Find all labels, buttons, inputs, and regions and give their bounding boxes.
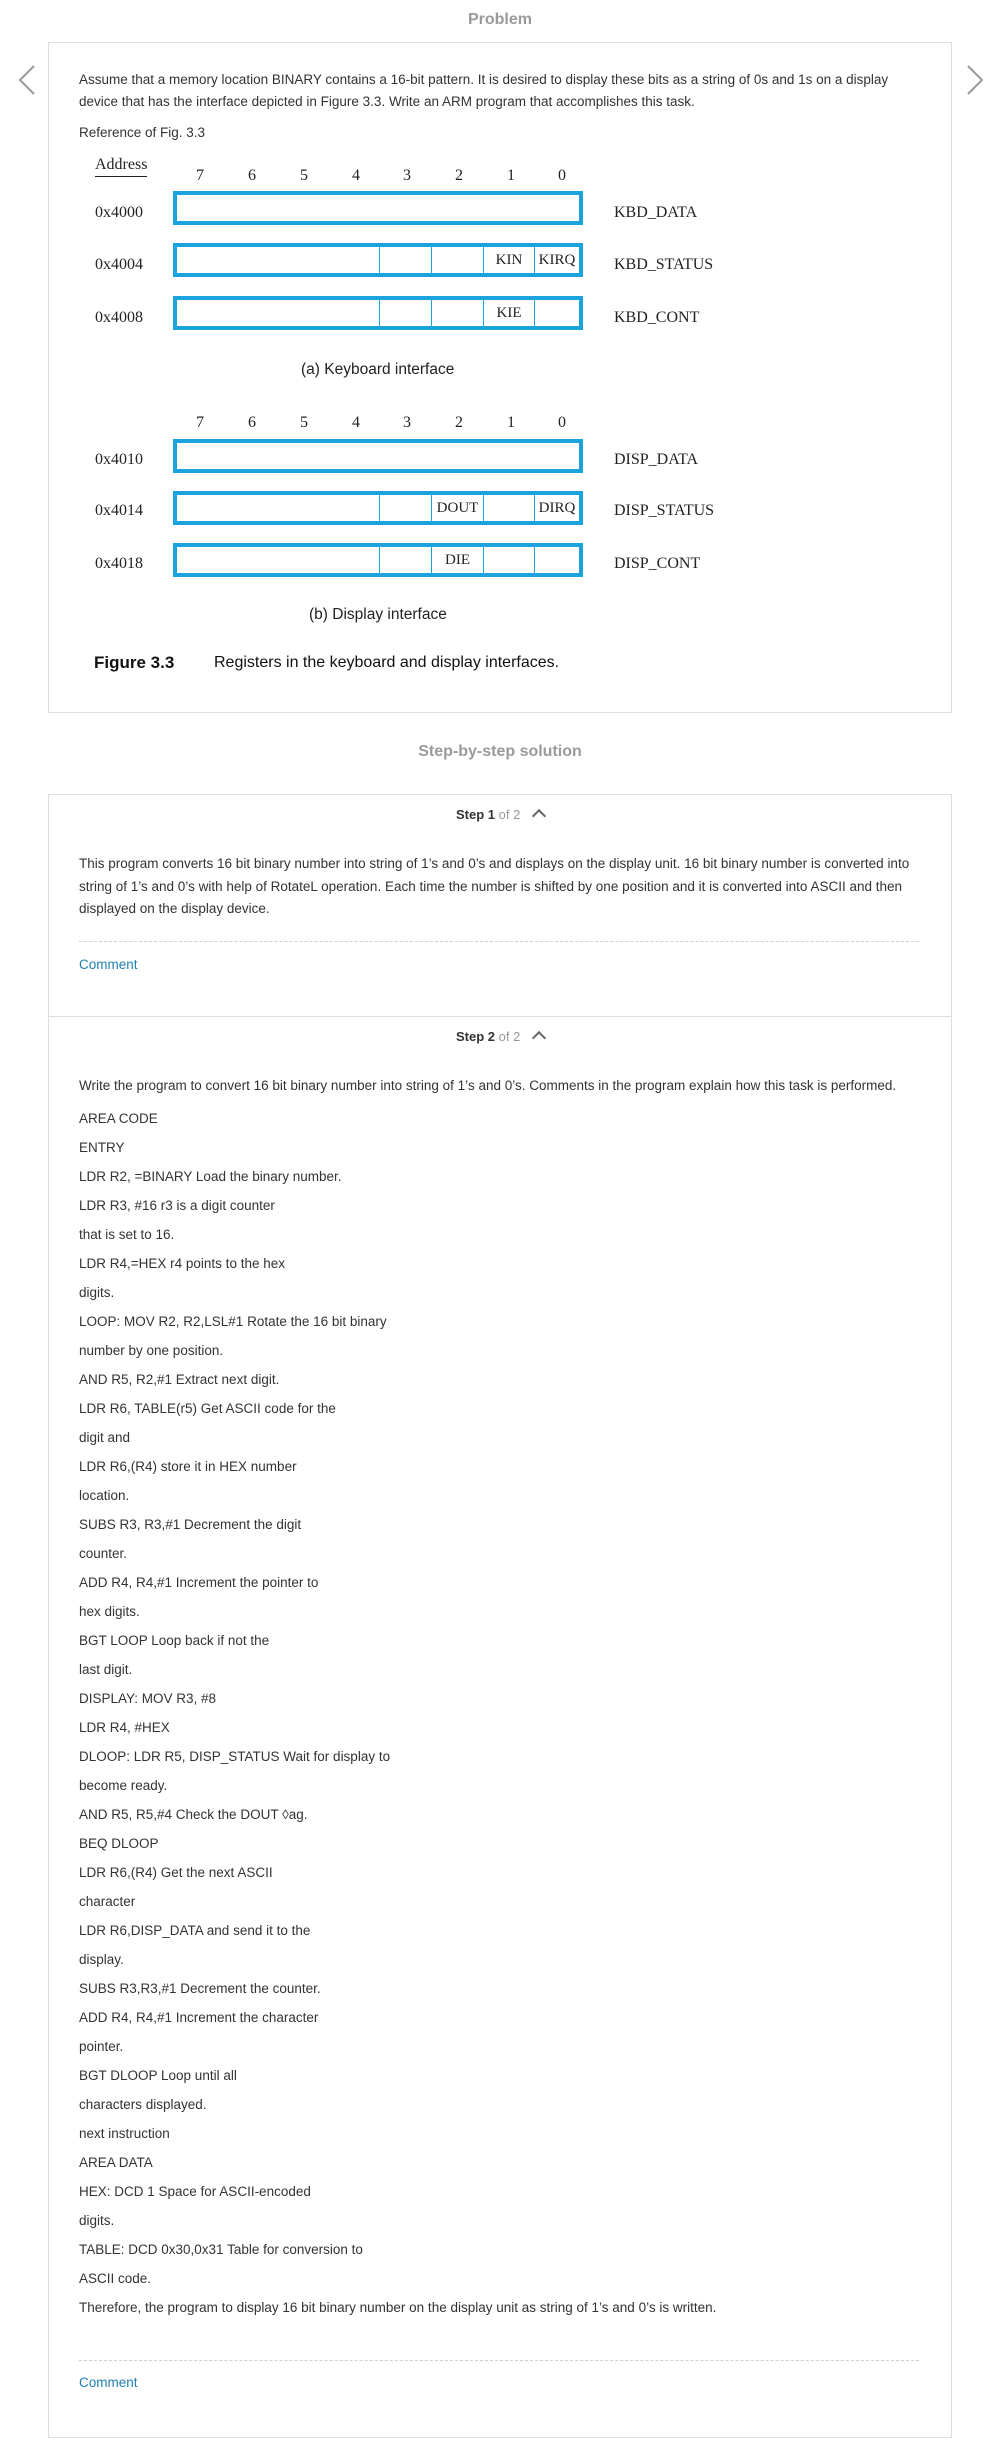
bit-cell xyxy=(431,247,483,273)
program-line: ADD R4, R4,#1 Increment the pointer to xyxy=(79,1574,319,1590)
problem-card xyxy=(48,42,952,713)
bit-cell xyxy=(483,547,534,573)
register-address: 0x4000 xyxy=(95,204,143,221)
program-line: display. xyxy=(79,1951,124,1967)
program-line: Therefore, the program to display 16 bit binary number on the display unit as string of 1’s and 0’s is written. xyxy=(79,2299,717,2315)
register-name: DISP_DATA xyxy=(614,451,699,468)
bit-cell-dirq: DIRQ xyxy=(534,495,579,521)
register-disp-data xyxy=(173,439,583,473)
program-line: become ready. xyxy=(79,1777,168,1793)
program-line: SUBS R3, R3,#1 Decrement the digit xyxy=(79,1516,302,1532)
program-line: LDR R6,(R4) store it in HEX number xyxy=(79,1458,297,1474)
register-name: DISP_CONT xyxy=(614,555,701,572)
program-line: BGT LOOP Loop back if not the xyxy=(79,1632,270,1648)
step-2-header[interactable] xyxy=(49,1029,951,1044)
bit-number: 5 xyxy=(300,414,308,431)
next-arrow-icon[interactable] xyxy=(960,62,990,98)
bit-cell-die: DIE xyxy=(431,547,483,573)
program-line: SUBS R3,R3,#1 Decrement the counter. xyxy=(79,1980,321,1996)
bit-number: 6 xyxy=(248,167,256,184)
step-2-intro: Write the program to convert 16 bit binary number into string of 1’s and 0’s. Comments in the program explain how this task is performed. xyxy=(79,1078,897,1093)
program-line: ENTRY xyxy=(79,1139,125,1155)
problem-text: Assume that a memory location BINARY contains a 16-bit pattern. It is desired to display these bits as a string of 0s and 1s on a display device that has the interface depicted in Figure 3.3. Write an ARM program that accomplishes this task. xyxy=(79,72,889,109)
program-line: digits. xyxy=(79,1284,115,1300)
program-line: last digit. xyxy=(79,1661,133,1677)
register-kbd-data xyxy=(173,191,583,225)
register-name: KBD_STATUS xyxy=(614,256,714,273)
register-disp-status xyxy=(173,491,583,525)
register-address: 0x4008 xyxy=(95,309,143,326)
register-kbd-status xyxy=(173,243,583,277)
program-line: location. xyxy=(79,1487,130,1503)
program-line: number by one position. xyxy=(79,1342,224,1358)
program-line: BEQ DLOOP xyxy=(79,1835,159,1851)
display-caption: (b) Display interface xyxy=(309,606,447,623)
program-line: DLOOP: LDR R5, DISP_STATUS Wait for display to xyxy=(79,1748,391,1764)
previous-arrow-icon[interactable] xyxy=(12,62,42,98)
program-line: DISPLAY: MOV R3, #8 xyxy=(79,1690,217,1706)
keyboard-caption: (a) Keyboard interface xyxy=(301,361,455,378)
bit-cell-kie: KIE xyxy=(483,300,534,326)
step-2-body xyxy=(79,1075,929,2322)
register-address: 0x4014 xyxy=(95,502,143,519)
program-line: pointer. xyxy=(79,2038,124,2054)
bit-cell xyxy=(379,495,431,521)
program-listing xyxy=(79,1104,929,2322)
program-line: LDR R6,(R4) Get the next ASCII xyxy=(79,1864,273,1880)
bit-number: 4 xyxy=(352,167,360,184)
bit-number: 1 xyxy=(507,414,515,431)
program-line: character xyxy=(79,1893,136,1909)
bit-cell xyxy=(534,300,579,326)
step-1-header[interactable] xyxy=(49,807,951,822)
program-line: that is set to 16. xyxy=(79,1226,175,1242)
figure-description: Registers in the keyboard and display interfaces. xyxy=(214,654,560,671)
program-line: AREA CODE xyxy=(79,1110,158,1126)
bit-number: 5 xyxy=(300,167,308,184)
bit-number: 7 xyxy=(196,414,204,431)
bit-cell xyxy=(483,495,534,521)
bit-number: 2 xyxy=(455,167,463,184)
program-line: ASCII code. xyxy=(79,2270,152,2286)
bit-number: 6 xyxy=(248,414,256,431)
bit-number: 4 xyxy=(352,414,360,431)
program-line: LDR R4, #HEX xyxy=(79,1719,170,1735)
bit-cell-kirq: KIRQ xyxy=(534,247,579,273)
bit-number: 3 xyxy=(403,414,411,431)
bit-cell-kin: KIN xyxy=(483,247,534,273)
register-address: 0x4018 xyxy=(95,555,143,572)
program-line: LOOP: MOV R2, R2,LSL#1 Rotate the 16 bit binary xyxy=(79,1313,387,1329)
program-line: next instruction xyxy=(79,2125,170,2141)
step-label: Step 2 xyxy=(456,1029,496,1044)
program-line: LDR R4,=HEX r4 points to the hex xyxy=(79,1255,285,1271)
bit-cell xyxy=(379,247,431,273)
bit-cell xyxy=(534,547,579,573)
bit-number: 0 xyxy=(558,167,566,184)
bit-number: 7 xyxy=(196,167,204,184)
problem-title: Problem xyxy=(467,11,532,28)
step-2-card xyxy=(48,1016,952,2438)
step-count: of 2 xyxy=(498,1029,521,1044)
register-name: KBD_DATA xyxy=(614,204,698,221)
solution-title: Step-by-step solution xyxy=(418,743,582,760)
register-kbd-cont xyxy=(173,296,583,330)
divider xyxy=(79,2360,919,2361)
bit-cell-dout: DOUT xyxy=(431,495,483,521)
address-header: Address xyxy=(95,156,147,177)
comment-link[interactable]: Comment xyxy=(79,957,138,972)
divider xyxy=(79,941,919,942)
step-1-card xyxy=(48,794,952,1019)
figure-3-3 xyxy=(49,43,949,743)
bit-number: 1 xyxy=(507,167,515,184)
chevron-up-icon[interactable] xyxy=(532,1031,546,1045)
program-line: counter. xyxy=(79,1545,128,1561)
bit-cell xyxy=(431,300,483,326)
bit-number: 2 xyxy=(455,414,463,431)
program-line: BGT DLOOP Loop until all xyxy=(79,2067,237,2083)
program-line: AREA DATA xyxy=(79,2154,153,2170)
bit-number: 3 xyxy=(403,167,411,184)
program-line: characters displayed. xyxy=(79,2096,207,2112)
program-line: LDR R6, TABLE(r5) Get ASCII code for the xyxy=(79,1400,336,1416)
bit-cell xyxy=(379,300,431,326)
comment-link[interactable]: Comment xyxy=(79,2375,138,2390)
register-address: 0x4004 xyxy=(95,256,143,273)
bit-number: 0 xyxy=(558,414,566,431)
program-line: LDR R2, =BINARY Load the binary number. xyxy=(79,1168,342,1184)
register-name: DISP_STATUS xyxy=(614,502,715,519)
program-line: AND R5, R5,#4 Check the DOUT ◊ag. xyxy=(79,1806,308,1822)
program-line: hex digits. xyxy=(79,1603,140,1619)
program-line: digit and xyxy=(79,1429,131,1445)
step-label: Step 1 xyxy=(456,807,496,822)
program-line: LDR R6,DISP_DATA and send it to the xyxy=(79,1922,311,1938)
program-line: AND R5, R2,#1 Extract next digit. xyxy=(79,1371,280,1387)
step-1-text: This program converts 16 bit binary number into string of 1’s and 0’s and displays on the display unit. 16 bit binary number is converted into string of 1’s and 0’s with help of RotateL operation. Each time the number is shifted by one position and it is converted into ASCII and then displayed on the display device. xyxy=(79,856,910,916)
register-address: 0x4010 xyxy=(95,451,143,468)
register-name: KBD_CONT xyxy=(614,309,700,326)
step-count: of 2 xyxy=(498,807,521,822)
figure-reference: Reference of Fig. 3.3 xyxy=(79,125,206,140)
figure-label: Figure 3.3 xyxy=(94,653,175,672)
program-line: LDR R3, #16 r3 is a digit counter xyxy=(79,1197,275,1213)
chevron-up-icon[interactable] xyxy=(532,809,546,823)
program-line: digits. xyxy=(79,2212,115,2228)
register-disp-cont xyxy=(173,543,583,577)
program-line: ADD R4, R4,#1 Increment the character xyxy=(79,2009,319,2025)
bit-cell xyxy=(379,547,431,573)
program-line: HEX: DCD 1 Space for ASCII-encoded xyxy=(79,2183,311,2199)
program-line: TABLE: DCD 0x30,0x31 Table for conversion to xyxy=(79,2241,363,2257)
